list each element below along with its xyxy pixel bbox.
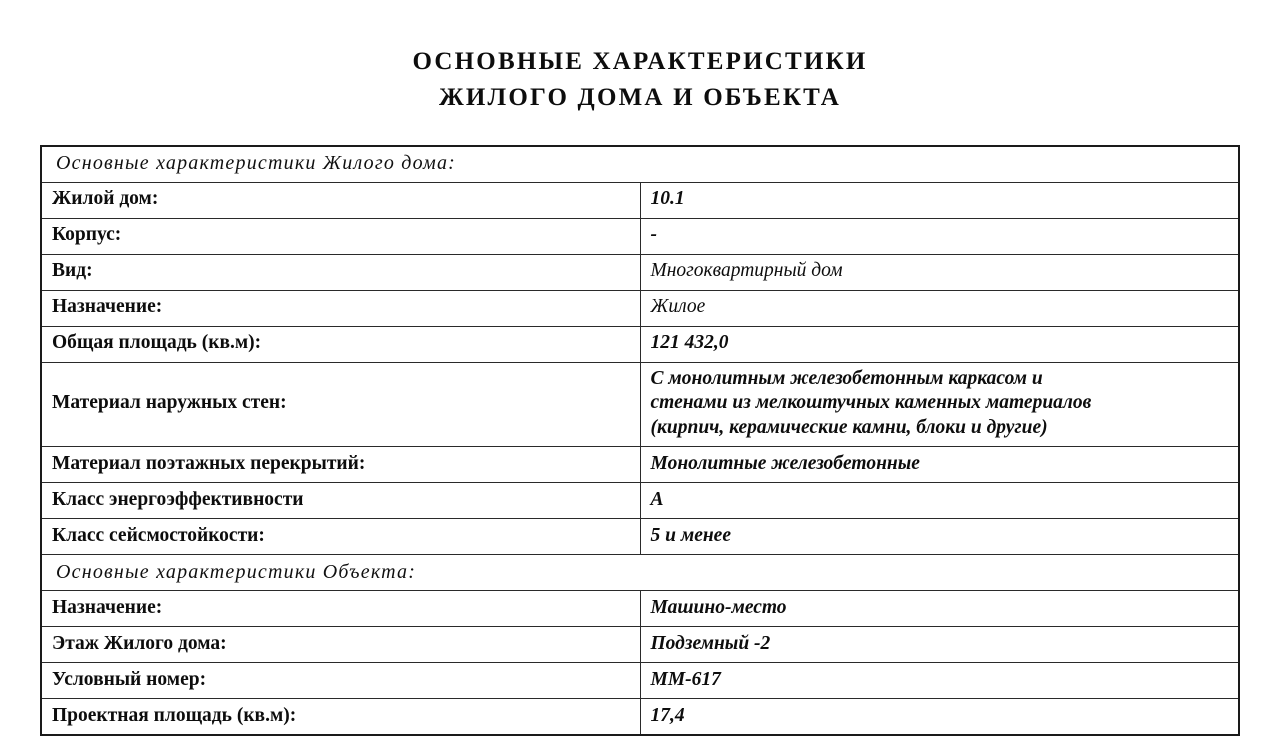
row-value: Жилое — [640, 290, 1239, 326]
table-row — [41, 362, 1239, 447]
page-title-line-2: ЖИЛОГО ДОМА И ОБЪЕКТА — [0, 80, 1280, 116]
row-label: Класс сейсмостойкости: — [41, 519, 640, 555]
specifications-table — [40, 145, 1240, 736]
row-value: Многоквартирный дом — [640, 254, 1239, 290]
table-row — [41, 290, 1239, 326]
section-heading-object: Основные характеристики Объекта: — [41, 555, 1239, 591]
row-label: Корпус: — [41, 218, 640, 254]
table-row — [41, 447, 1239, 483]
row-value — [640, 362, 1239, 447]
page-title — [0, 44, 1280, 117]
table-row — [41, 483, 1239, 519]
row-value: Машино-место — [640, 591, 1239, 627]
page-title-line-1: ОСНОВНЫЕ ХАРАКТЕРИСТИКИ — [0, 44, 1280, 80]
row-label: Общая площадь (кв.м): — [41, 326, 640, 362]
row-label: Этаж Жилого дома: — [41, 627, 640, 663]
row-value-line-2: стенами из мелкоштучных каменных материалов — [651, 391, 1229, 416]
row-label: Условный номер: — [41, 663, 640, 699]
table-row — [41, 699, 1239, 736]
table-row — [41, 218, 1239, 254]
row-value-line-1: С монолитным железобетонным каркасом и — [651, 367, 1229, 392]
row-value: - — [640, 218, 1239, 254]
row-value: 121 432,0 — [640, 326, 1239, 362]
row-label: Назначение: — [41, 290, 640, 326]
row-label: Жилой дом: — [41, 182, 640, 218]
table-row — [41, 591, 1239, 627]
row-label: Материал поэтажных перекрытий: — [41, 447, 640, 483]
row-value: Монолитные железобетонные — [640, 447, 1239, 483]
row-label: Назначение: — [41, 591, 640, 627]
row-value: 5 и менее — [640, 519, 1239, 555]
table-section-header-row — [41, 555, 1239, 591]
row-value: Подземный -2 — [640, 627, 1239, 663]
table-row — [41, 663, 1239, 699]
table-row — [41, 254, 1239, 290]
row-label: Класс энергоэффективности — [41, 483, 640, 519]
table-section-header-row — [41, 146, 1239, 183]
table-row — [41, 182, 1239, 218]
row-value: 10.1 — [640, 182, 1239, 218]
table-row — [41, 326, 1239, 362]
row-value: А — [640, 483, 1239, 519]
row-value-line-3: (кирпич, керамические камни, блоки и другие) — [651, 416, 1229, 441]
specifications-table-wrapper — [40, 145, 1240, 736]
section-heading-house: Основные характеристики Жилого дома: — [41, 146, 1239, 183]
table-row — [41, 627, 1239, 663]
row-label: Проектная площадь (кв.м): — [41, 699, 640, 736]
row-label: Материал наружных стен: — [41, 362, 640, 447]
row-label: Вид: — [41, 254, 640, 290]
row-value: ММ-617 — [640, 663, 1239, 699]
document-page — [0, 44, 1280, 727]
row-value: 17,4 — [640, 699, 1239, 736]
table-row — [41, 519, 1239, 555]
